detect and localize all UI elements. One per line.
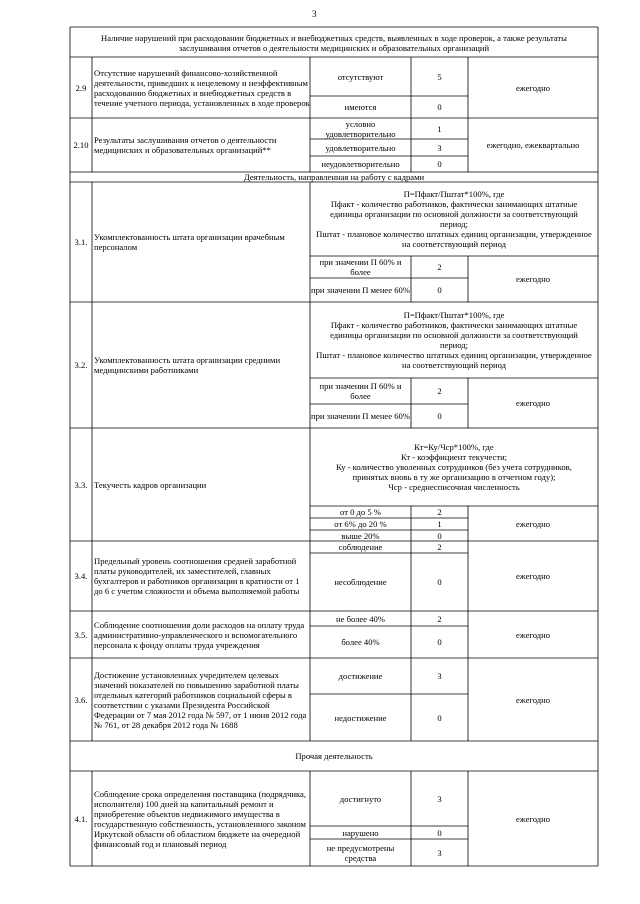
formula-line: Пфакт - количество работников, фактически занимающих штатные единицы организации по основной должности за соответствующий период; (330, 320, 578, 350)
row-3-1-criterion-1: при значении П 60% и более (319, 257, 402, 277)
row-3-3-score-2: 1 (437, 519, 442, 529)
row-3-3-formula (310, 428, 598, 506)
formula-line: Пштат - плановое количество штатных единиц организации, утвержденное на соответствующий период (316, 350, 592, 370)
row-2-9-indicator: Отсутствие нарушений финансово-хозяйственной деятельности, приведших к нецелевому и неэффективным расходованию бюджетных и внебюджетных средств в течение учетного периода, установленных в ходе проверок (94, 67, 310, 108)
row-3-2-period: ежегодно (515, 398, 551, 408)
row-2-9-criterion-2: имеются (344, 102, 377, 112)
row-3-6-indicator: Достижение установленных учредителем целевых значений показателей по повышению заработной платы отдельных категорий работников социальной сферы в соответствии с указами Президента Российской Федерации от 7 мая 2012 года № 597, от 1 июня 2012 года № 761, от 28 декабря 2012 года № 1688 (94, 669, 307, 730)
row-3-2-score-1: 2 (437, 386, 442, 396)
row-4-1-criterion-3: не предусмотрены средства (326, 842, 395, 863)
row-3-5-criterion-2: более 40% (341, 637, 380, 647)
row-3-4-criterion-1: соблюдение (338, 542, 383, 552)
row-4-1-score-2: 0 (437, 827, 442, 838)
row-3-6-score-1: 3 (437, 671, 442, 681)
formula-line: П=Пфакт/Пштат*100%, где (403, 310, 505, 320)
formula-line: Пфакт - количество работников, фактически занимающих штатные единицы организации по основной должности за соответствующий период; (330, 199, 578, 229)
formula-line: Ку - количество уволенных сотрудников (без учета сотрудников, принятых вновь в ту же организацию в отчетном году); (336, 462, 572, 482)
row-3-1-indicator: Укомплектованность штата организации врачебным персоналом (94, 232, 285, 252)
row-3-2-score-2: 0 (437, 411, 442, 421)
row-3-3-number: 3.3. (74, 479, 88, 490)
row-3-3-criterion-2: от 6% до 20 % (334, 519, 387, 529)
row-3-2-formula (310, 302, 598, 378)
row-3-5-score-2: 0 (437, 637, 442, 647)
row-3-3-criterion-1: от 0 до 5 % (340, 507, 381, 517)
row-2-10-score-3: 0 (437, 159, 442, 169)
row-3-6-criterion-1: достижение (338, 671, 383, 681)
row-2-10-indicator: Результаты заслушивания отчетов о деятельности медицинских и образовательных организаций** (94, 135, 277, 155)
section-other-header: Прочая деятельность (295, 751, 373, 761)
row-2-10-score-2: 3 (437, 142, 442, 153)
row-3-3-score-1: 2 (437, 507, 442, 517)
row-3-4-score-1: 2 (437, 542, 442, 552)
row-2-10-criterion-3: неудовлетворительно (321, 159, 400, 169)
row-3-4-criterion-2: несоблюдение (334, 577, 387, 587)
formula-line: Пштат - плановое количество штатных единиц организации, утвержденное на соответствующий период (316, 229, 592, 249)
row-3-3-indicator: Текучесть кадров организации (94, 479, 207, 490)
row-3-3-score-3: 0 (437, 530, 442, 541)
formula-line: П=Пфакт/Пштат*100%, где (403, 189, 505, 199)
row-3-3-criterion-3: выше 20% (341, 530, 380, 541)
formula-line: Кт - коэффициент текучести; (400, 452, 508, 462)
row-3-5-number: 3.5. (74, 629, 88, 640)
row-4-1-score-3: 3 (437, 847, 442, 858)
row-2-9-criterion-1: отсутствуют (337, 71, 384, 82)
row-4-1-criterion-2: нарушено (342, 827, 379, 838)
row-3-5-criterion-1: не более 40% (336, 613, 385, 624)
row-3-1-criterion-2: при значении П менее 60% (311, 285, 410, 295)
row-3-2-number: 3.2. (74, 360, 88, 370)
row-3-3-period: ежегодно (515, 518, 551, 529)
formula-line: Кт=Ку/Чср*100%, где (414, 442, 494, 452)
row-3-1-period: ежегодно (515, 274, 551, 284)
row-3-1-score-2: 0 (437, 285, 442, 295)
row-3-1-number: 3.1. (74, 237, 88, 247)
row-2-9-score-1: 5 (437, 71, 442, 82)
row-3-4-indicator: Предельный уровень соотношения средней заработной платы руководителей, их заместителей, главных бухгалтеров и работников организации в кратности от 1 до 6 с учетом сложности и объема выполняемой работы (94, 556, 300, 596)
row-3-4-number: 3.4. (74, 571, 88, 581)
row-2-10-score-1: 1 (437, 123, 442, 134)
row-3-2-indicator: Укомплектованность штата организации средними медицинскими работниками (94, 355, 281, 375)
formula-line: Чср - среднесписочная численность (388, 482, 520, 492)
row-4-1-number: 4.1. (74, 813, 88, 824)
row-2-10-number: 2.10 (73, 140, 89, 150)
row-3-4-period: ежегодно (515, 571, 551, 581)
row-4-1-score-1: 3 (437, 793, 442, 804)
row-3-1-score-1: 2 (437, 262, 442, 272)
row-3-6-score-2: 0 (437, 712, 442, 723)
row-2-9-period: ежегодно (515, 82, 551, 93)
row-3-5-period: ежегодно (515, 629, 551, 640)
row-3-5-score-1: 2 (437, 613, 442, 624)
section-staff-header: Деятельность, направленная на работу с кадрами (243, 172, 425, 182)
row-3-2-criterion-1: при значении П 60% и более (319, 381, 402, 401)
row-3-4-score-2: 0 (437, 577, 442, 587)
section-violations-header: Наличие нарушений при расходовании бюджетных и внебюджетных средств, выявленных в ходе проверок, а также результаты заслушивания отчетов о деятельности медицинских и образовательных организаций (101, 32, 567, 53)
row-4-1-indicator: Соблюдение срока определения поставщика (подрядчика, исполнителя) 100 дней на капитальный ремонт и приобретение объектов недвижимого имущества в государственную собственность, установленного законом Иркутской области об областном бюджете на очередной финансовый год и плановый период (94, 788, 307, 849)
row-3-1-formula (310, 182, 598, 256)
page-number: 3 (312, 9, 317, 19)
row-3-6-number: 3.6. (74, 694, 88, 705)
row-3-6-criterion-2: недостижение (334, 712, 387, 723)
row-2-9-number: 2.9 (75, 82, 87, 93)
row-4-1-period: ежегодно (515, 813, 551, 824)
row-4-1-criterion-1: достигнуто (339, 793, 382, 804)
row-2-10-criterion-1: условно удовлетворительно (325, 118, 396, 139)
row-3-5-indicator: Соблюдение соотношения доли расходов на оплату труда административно-управленческого и вспомогательного персонала к фонду оплаты труда учреждения (94, 619, 305, 650)
row-3-6-period: ежегодно (515, 694, 551, 705)
row-3-2-criterion-2: при значении П менее 60% (311, 411, 410, 421)
row-2-9-score-2: 0 (437, 102, 442, 112)
row-2-10-criterion-2: удовлетворительно (325, 142, 396, 153)
row-2-10-period: ежегодно, ежеквартально (486, 140, 580, 150)
